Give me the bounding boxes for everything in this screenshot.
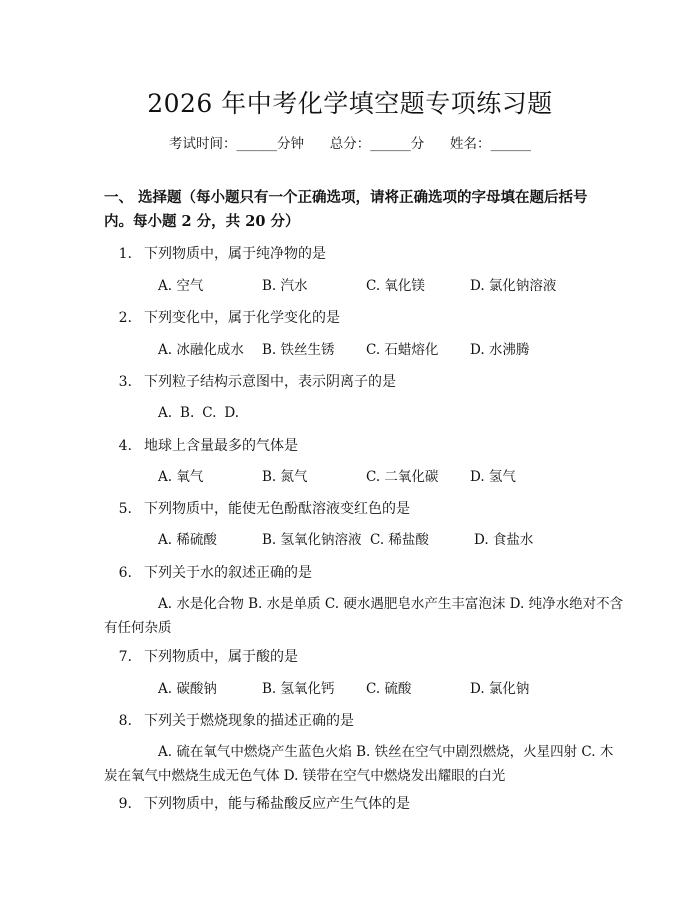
option-d: D. 水沸腾	[470, 342, 530, 358]
option-d: D. 氯化钠	[470, 681, 530, 697]
section-heading: 一、 选择题（每小题只有一个正确选项，请将正确选项的字母填在题后括号内。每小题 2 分，共 20 分）	[104, 189, 588, 230]
question-text: 下列变化中，属于化学变化的是	[144, 310, 340, 326]
option-d: D. 食盐水	[474, 532, 534, 548]
question-5-options	[158, 530, 628, 550]
option-c: C. 氧化镁	[366, 278, 425, 294]
question-7-options	[158, 679, 628, 699]
question-1-options	[158, 276, 628, 296]
option-d: D.	[224, 405, 240, 421]
option-a: A. 冰融化成水	[158, 342, 244, 358]
question-1	[104, 244, 624, 264]
option-c: C. 二氧化碳	[366, 469, 439, 485]
option-a: A. 稀硫酸	[158, 532, 217, 548]
question-number: 1.	[118, 246, 132, 262]
question-text: 下列物质中，属于纯净物的是	[144, 246, 326, 262]
question-4-options	[158, 467, 628, 487]
question-7	[104, 647, 624, 667]
option-c: C.	[202, 405, 217, 421]
option-a: A. 氧气	[158, 469, 204, 485]
option-d: D. 氢气	[470, 469, 516, 485]
question-6	[104, 563, 624, 583]
option-c: C. 硫酸	[366, 681, 412, 697]
page-title: 2026 年中考化学填空题专项练习题	[147, 89, 553, 118]
option-b: B. 氮气	[262, 469, 308, 485]
option-b: B. 氢氧化钠溶液	[262, 532, 362, 548]
question-8	[104, 711, 624, 731]
question-number: 4.	[118, 438, 132, 454]
question-3-options	[158, 403, 628, 423]
question-2-options	[158, 340, 628, 360]
question-number: 8.	[118, 713, 132, 729]
option-b: B.	[180, 405, 195, 421]
question-number: 2.	[118, 310, 132, 326]
question-text: 下列物质中，能使无色酚酞溶液变红色的是	[144, 501, 410, 517]
question-text: 下列粒子结构示意图中，表示阴离子的是	[144, 374, 396, 390]
question-number: 6.	[118, 565, 132, 581]
question-4	[104, 436, 624, 456]
option-a: A.	[158, 405, 173, 421]
option-a: A. 碳酸钠	[158, 681, 217, 697]
question-text: 地球上含量最多的气体是	[144, 438, 298, 454]
question-number: 3.	[118, 374, 132, 390]
question-text: 下列关于燃烧现象的描述正确的是	[144, 713, 354, 729]
question-9	[104, 794, 624, 814]
exam-meta-line: 考试时间：______分钟 总分：______分 姓名：______	[169, 136, 531, 152]
question-8-options: A. 硫在氧气中燃烧产生蓝色火焰 B. 铁丝在空气中剧烈燃烧，火星四射 C. 木炭在氧气中燃烧生成无色气体 D. 镁带在空气中燃烧发出耀眼的白光	[104, 744, 614, 784]
question-number: 9.	[118, 796, 132, 812]
option-c: C. 稀盐酸	[370, 532, 429, 548]
question-6-options: A. 水是化合物 B. 水是单质 C. 硬水遇肥皂水产生丰富泡沫 D. 纯净水绝对不含有任何杂质	[104, 596, 624, 636]
question-number: 5.	[118, 501, 132, 517]
option-d: D. 氯化钠溶液	[470, 278, 557, 294]
option-b: B. 铁丝生锈	[262, 342, 335, 358]
question-number: 7.	[118, 649, 132, 665]
question-text: 下列物质中，能与稀盐酸反应产生气体的是	[144, 796, 410, 812]
question-3	[104, 372, 624, 392]
option-c: C. 石蜡熔化	[366, 342, 439, 358]
question-text: 下列物质中，属于酸的是	[144, 649, 298, 665]
question-text: 下列关于水的叙述正确的是	[144, 565, 312, 581]
option-b: B. 氢氧化钙	[262, 681, 335, 697]
question-2	[104, 308, 624, 328]
option-a: A. 空气	[158, 278, 204, 294]
option-b: B. 汽水	[262, 278, 308, 294]
question-5	[104, 499, 624, 519]
